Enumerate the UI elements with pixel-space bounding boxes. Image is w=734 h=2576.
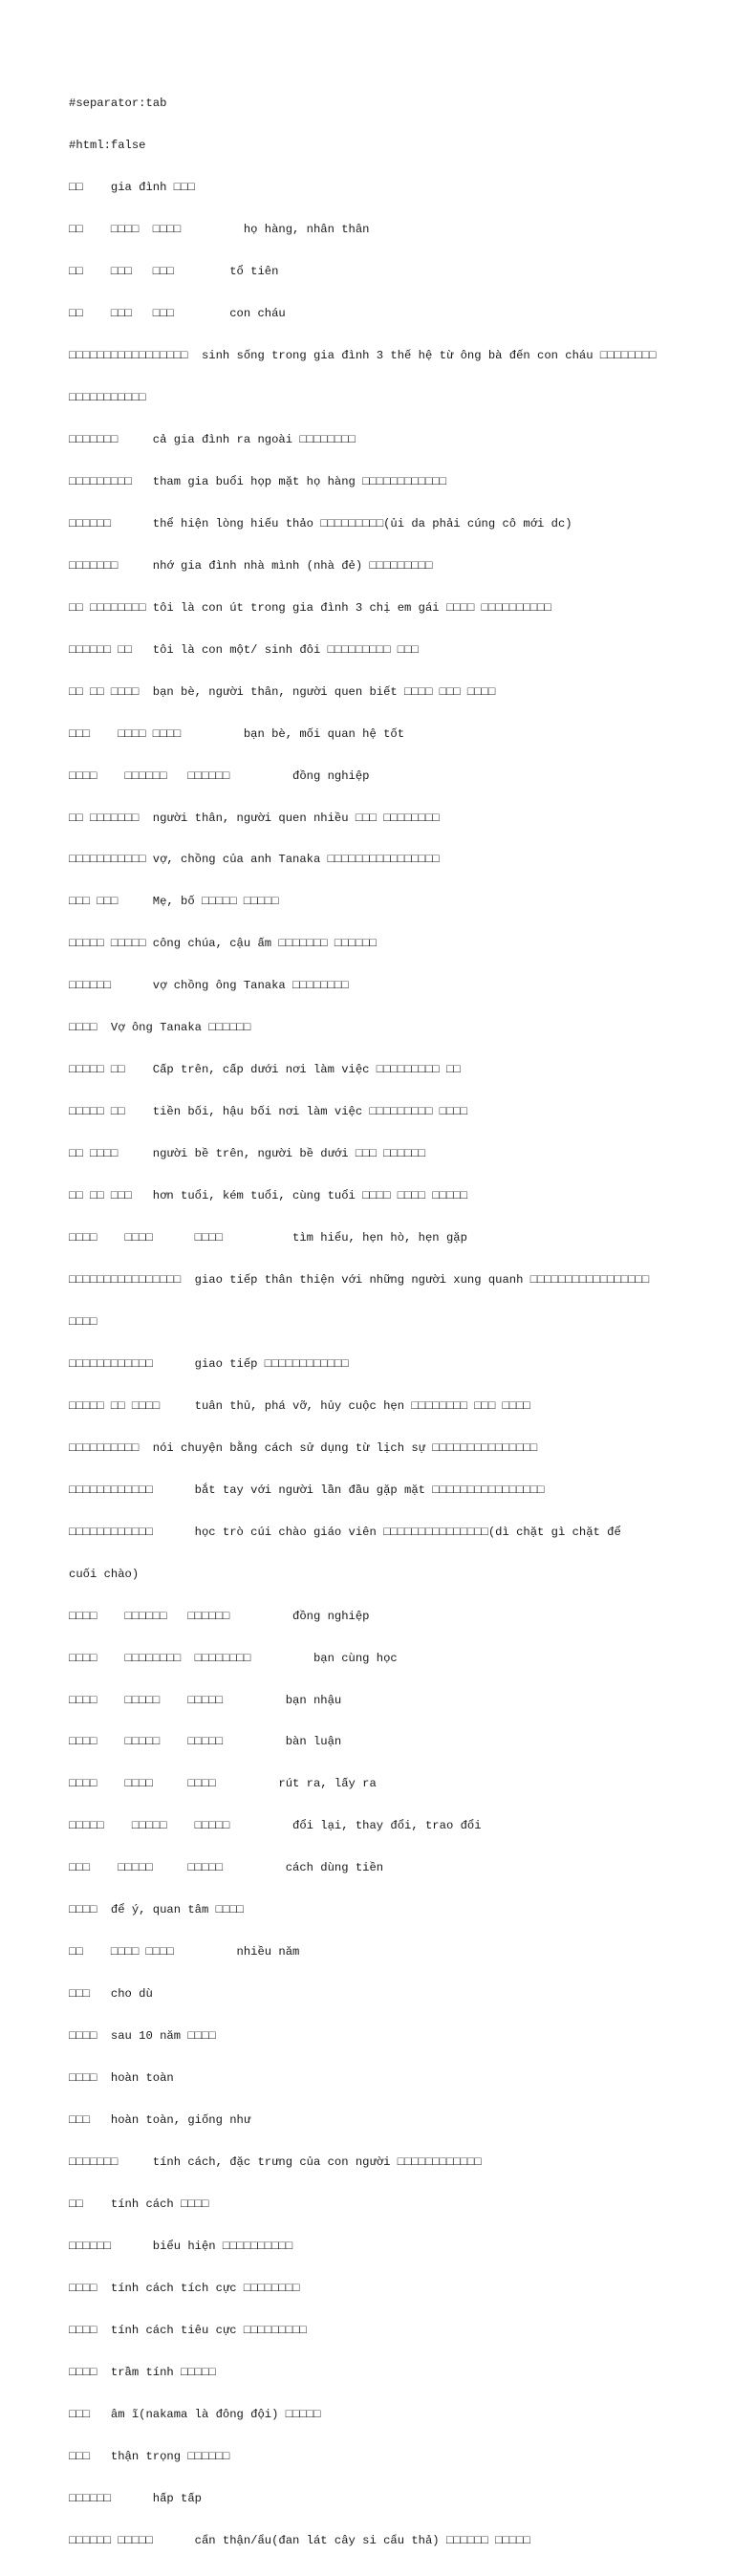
text-line: □□□□□□□□□□□□ bắt tay với người lần đầu gặp mặt □□□□□□□□□□□□□□□□ <box>69 1483 545 1497</box>
text-line: □□□ âm ĩ(nakama là đông đội) □□□□□ <box>69 2407 321 2421</box>
text-line: □□□□□□□ nhớ gia đình nhà mình (nhà đẻ) □□□□□□□□□ <box>69 558 433 573</box>
text-line: □□□□□□□□□□□□□□□□□ sinh sống trong gia đình 3 thế hệ từ ông bà đến con cháu □□□□□□□□ <box>69 349 657 363</box>
text-line: □□□□ □□□□ □□□□ tìm hiểu, hẹn hò, hẹn gặp <box>69 1231 467 1245</box>
text-line: □□□□□□□□□□□ vợ, chồng của anh Tanaka □□□□□□□□□□□□□□□□ <box>69 853 440 867</box>
text-line: □□□ □□□□ □□□□ bạn bè, mối quan hệ tốt <box>69 726 405 741</box>
text-line: □□□□□□□□□ tham gia buổi họp mặt họ hàng □□□□□□□□□□□□ <box>69 474 446 488</box>
text-line: □□□□□□ vợ chồng ông Tanaka □□□□□□□□ <box>69 979 349 993</box>
text-line: □□□□ □□□□□ □□□□□ bạn nhậu <box>69 1693 342 1707</box>
text-line: □□ tính cách □□□□ <box>69 2197 209 2211</box>
text-line: □□ □□□□□□□ người thân, người quen nhiều □□□ □□□□□□□□ <box>69 811 440 825</box>
text-line: □□□□□ □□□□□ □□□□□ đổi lại, thay đổi, trao đổi <box>69 1819 482 1833</box>
text-line: □□□□ □□□□□ □□□□□ bàn luận <box>69 1735 342 1749</box>
text-line: □□□□□ □□□□□ công chúa, cậu ấm □□□□□□□ □□□□□□ <box>69 937 377 951</box>
text-line: □□□□□ □□ □□□□ tuân thủ, phá vỡ, hủy cuộc hẹn □□□□□□□□ □□□ □□□□ <box>69 1398 530 1413</box>
text-line: □□□□ trầm tính □□□□□ <box>69 2365 216 2379</box>
text-line: □□□□ <box>69 1314 97 1329</box>
text-line: □□□□□ □□ Cấp trên, cấp dưới nơi làm việc □□□□□□□□□ □□ <box>69 1063 461 1077</box>
text-line: □□□ cho dù <box>69 1987 153 2002</box>
text-line: □□□□□□□□□□□□ giao tiếp □□□□□□□□□□□□ <box>69 1356 349 1371</box>
text-line: □□□□□□□□□□□ <box>69 390 146 404</box>
text-line: #separator:tab <box>69 97 167 111</box>
text-line: cuối chào) <box>69 1567 140 1581</box>
text-line: □□□□□□ □□ tôi là con một/ sinh đôi □□□□□□□□□ □□□ <box>69 642 419 657</box>
text-line: □□□□□□□□□□□□ học trò cúi chào giáo viên □□□□□□□□□□□□□□□(dì chặt gì chặt để <box>69 1525 621 1539</box>
text-line: □□ □□ □□□□ bạn bè, người thân, người quen biết □□□□ □□□ □□□□ <box>69 684 496 699</box>
text-line: □□ □□ □□□ hơn tuổi, kém tuổi, cùng tuổi □□□□ □□□□ □□□□□ <box>69 1189 467 1203</box>
text-line: □□ □□□□ □□□□ nhiều năm <box>69 1945 300 1959</box>
text-line: □□□□□□□□□□□□□□□□ giao tiếp thân thiện với những người xung quanh □□□□□□□□□□□□□□□□□ <box>69 1273 650 1287</box>
text-line: □□□□□□□ cả gia đình ra ngoài □□□□□□□□ <box>69 432 356 446</box>
text-line: □□ □□□ □□□ con cháu <box>69 307 286 321</box>
text-line: □□□□ □□□□□□ □□□□□□ đồng nghiệp <box>69 768 370 783</box>
text-line: □□□ thận trọng □□□□□□ <box>69 2449 230 2463</box>
document-text <box>69 69 671 2576</box>
text-line: □□□□□□ thể hiện lòng hiếu thảo □□□□□□□□□(ủi da phải cúng cô mới dc) <box>69 516 572 530</box>
text-line: □□□□ □□□□□□ □□□□□□ đồng nghiệp <box>69 1609 370 1623</box>
text-line: □□ □□□□ người bề trên, người bề dưới □□□ □□□□□□ <box>69 1147 425 1161</box>
text-line: □□ □□□□□□□□ tôi là con út trong gia đình 3 chị em gái □□□□ □□□□□□□□□□ <box>69 600 551 615</box>
text-line: □□□□□□ biểu hiện □□□□□□□□□□ <box>69 2239 293 2253</box>
text-line: □□□□ sau 10 năm □□□□ <box>69 2029 216 2044</box>
text-line: □□□□ hoàn toàn <box>69 2071 174 2086</box>
text-line: □□□□ để ý, quan tâm □□□□ <box>69 1903 244 1917</box>
text-line: □□□□□ □□ tiền bối, hậu bối nơi làm việc □□□□□□□□□ □□□□ <box>69 1105 467 1119</box>
text-line: □□□□ tính cách tích cực □□□□□□□□ <box>69 2281 300 2295</box>
text-line: □□□ □□□ Mẹ, bố □□□□□ □□□□□ <box>69 895 279 909</box>
text-line: □□□□ □□□□ □□□□ rút ra, lấy ra <box>69 1777 377 1791</box>
text-line: □□□ □□□□□ □□□□□ cách dùng tiền <box>69 1861 384 1875</box>
text-line: □□ □□□□ □□□□ họ hàng, nhân thân <box>69 223 370 237</box>
text-line: □□ □□□ □□□ tổ tiên <box>69 265 279 279</box>
text-line: □□□□ tính cách tiêu cực □□□□□□□□□ <box>69 2323 307 2337</box>
text-line: □□□□ □□□□□□□□ □□□□□□□□ bạn cùng học <box>69 1651 398 1665</box>
text-line: □□ gia đình □□□ <box>69 181 195 195</box>
text-line: □□□□□□□ tính cách, đặc trưng của con người □□□□□□□□□□□□ <box>69 2155 482 2170</box>
text-line: □□□□□□□□□□ nói chuyện bằng cách sử dụng từ lịch sự □□□□□□□□□□□□□□□ <box>69 1440 538 1455</box>
text-line: □□□□□□ hấp tấp <box>69 2491 202 2505</box>
text-line: #html:false <box>69 139 146 153</box>
text-line: □□□□ Vợ ông Tanaka □□□□□□ <box>69 1021 251 1035</box>
text-line: □□□ hoàn toàn, giống như <box>69 2113 251 2128</box>
text-line: □□□□□□ □□□□□ cẩn thận/ẩu(đan lát cây si cẩu thả) □□□□□□ □□□□□ <box>69 2533 530 2547</box>
